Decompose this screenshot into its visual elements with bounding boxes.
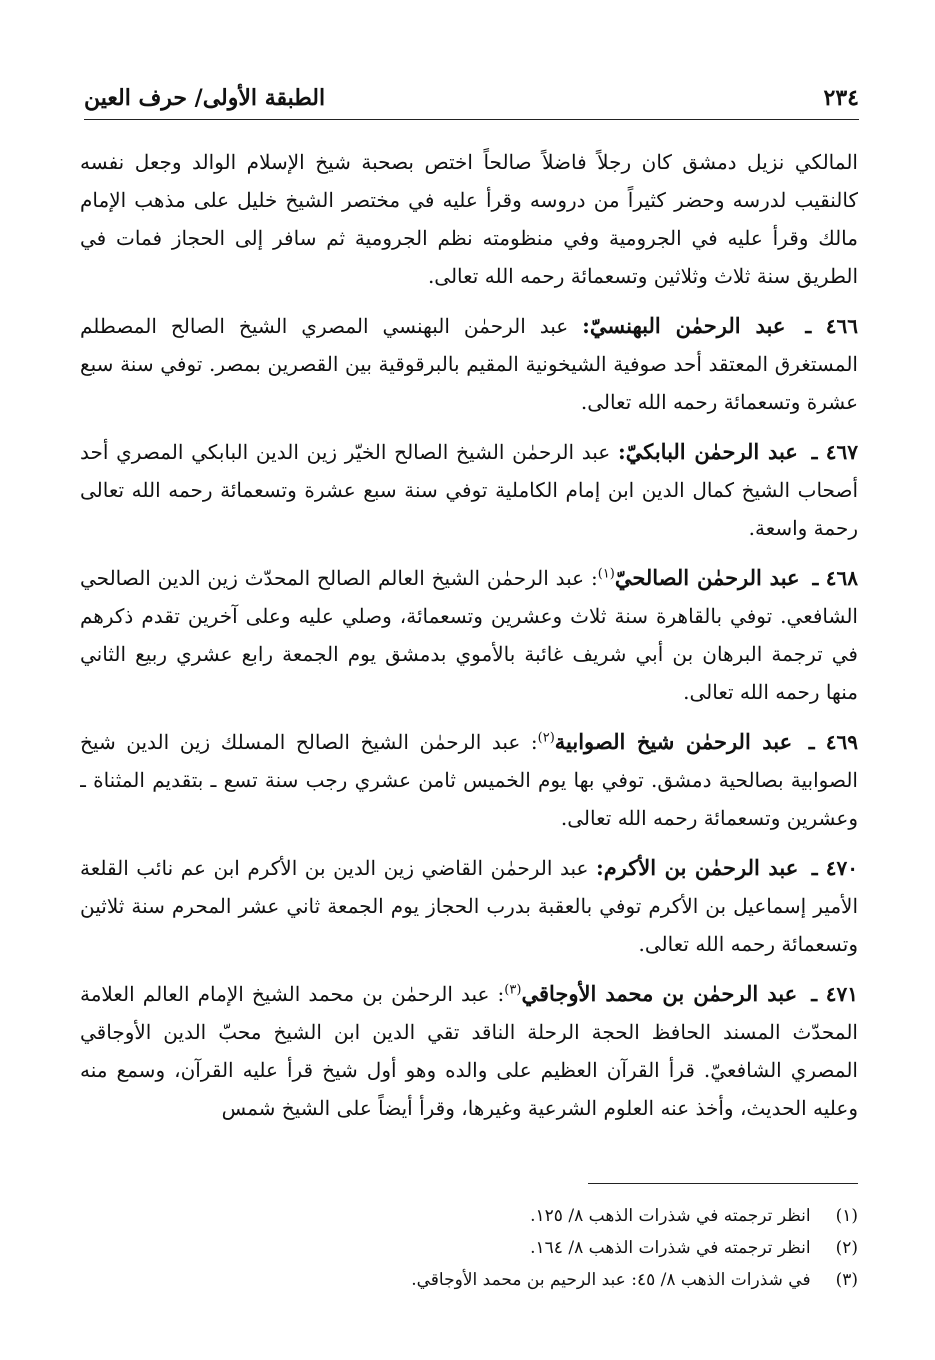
entry-number: ٤٦٦ ـ xyxy=(805,314,858,338)
footnote-3 xyxy=(84,1264,858,1296)
entry-text: : عبد الرحمٰن الشيخ الصالح المسلك زين الدين شيخ الصوابية بصالحية دمشق. توفي بها يوم الخميس ثامن عشري رجب سنة تسع ـ بتقديم المثناة ـ وعشرين وتسعمائة رحمه الله تعالى. xyxy=(80,730,858,830)
entry-number: ٤٦٧ ـ xyxy=(811,440,858,464)
footnote-1 xyxy=(84,1200,858,1232)
entry-468 xyxy=(80,559,858,711)
footnote-number: (٣) xyxy=(835,1270,858,1290)
entry-text: عبد الرحمٰن الشيخ الصالح الخيّر زين الدين البابكي المصري أحد أصحاب الشيخ كمال الدين ابن إمام الكاملية توفي سنة سبع عشرة وتسعمائة رحمه الله تعالى رحمة واسعة. xyxy=(80,440,858,540)
page-header xyxy=(84,84,859,120)
entry-text: عبد الرحمٰن البهنسي المصري الشيخ الصالح المصطلم المستغرق المعتقد أحد صوفية الشيخونية المقيم بالبرقوقية بين القصرين بمصر. توفي سنة سبع عشرة وتسعمائة رحمه الله تعالى. xyxy=(80,314,858,414)
entry-471 xyxy=(80,975,858,1127)
entry-title: عبد الرحمٰن البهنسيّ: xyxy=(582,313,786,338)
footnote-number: (٢) xyxy=(835,1238,858,1258)
header-divider xyxy=(84,119,859,120)
footnotes xyxy=(84,1200,858,1296)
footnote-text: في شذرات الذهب ٨/ ٤٥: عبد الرحيم بن محمد الأوجاقي. xyxy=(411,1270,811,1290)
main-text xyxy=(80,143,858,1183)
entry-466 xyxy=(80,307,858,421)
entry-470 xyxy=(80,849,858,963)
footnote-reference[interactable]: (٣) xyxy=(504,982,522,998)
entry-title: عبد الرحمٰن الصالحيّ xyxy=(614,565,800,590)
footnote-reference[interactable]: (٢) xyxy=(537,730,555,746)
entry-text: : عبد الرحمٰن الشيخ العالم الصالح المحدّث زين الدين الصالحي الشافعي. توفي بالقاهرة سنة ثلاث وعشرين وتسعمائة، وصلي عليه وعلى آخرين تقدم ذكرهم في ترجمة البرهان بن أبي شريف غائبة بالأموي بدمشق يوم الجمعة رابع عشري ربيع الثاني منها رحمه الله تعالى. xyxy=(80,566,858,704)
intro-paragraph: المالكي نزيل دمشق كان رجلاً فاضلاً صالحاً اختص بصحبة شيخ الإسلام الوالد وجعل نفسه كالنقيب لدرسه وحضر كثيراً من دروسه وقرأ عليه في مختصر الشيخ خليل على مذهب الإمام مالك وقرأ عليه في الجرومية وفي منظومته نظم الجرومية ثم سافر إلى الحجاز فمات في الطريق سنة ثلاث وثلاثين وتسعمائة رحمه الله تعالى. xyxy=(80,150,858,288)
entry-number: ٤٧٠ ـ xyxy=(811,856,858,880)
entry-title: عبد الرحمٰن بن محمد الأوجاقي xyxy=(521,981,798,1006)
entry-title: عبد الرحمٰن بن الأكرم: xyxy=(595,855,799,880)
footnote-text: انظر ترجمته في شذرات الذهب ٨/ ١٦٤. xyxy=(530,1238,811,1258)
entry-title: عبد الرحمٰن البابكيّ: xyxy=(617,439,798,464)
page-number: ٢٣٤ xyxy=(823,85,859,111)
footnote-text: انظر ترجمته في شذرات الذهب ٨/ ١٢٥. xyxy=(530,1206,811,1226)
entry-title: عبد الرحمٰن شيخ الصوابية xyxy=(554,729,793,754)
entry-text: عبد الرحمٰن القاضي زين الدين بن الأكرم ابن عم نائب القلعة الأمير إسماعيل بن الأكرم توفي بالعقبة بدرب الحجاز يوم الجمعة ثاني عشر المحرم سنة ثلاثين وتسعمائة رحمه الله تعالى. xyxy=(80,856,858,956)
entry-469 xyxy=(80,723,858,837)
footnote-divider xyxy=(588,1183,858,1184)
entry-number: ٤٦٨ ـ xyxy=(812,566,858,590)
entry-text: : عبد الرحمٰن بن محمد الشيخ الإمام العالم العلامة المحدّث المسند الحافظ الحجة الرحلة الناقد تقي الدين ابن الشيخ محبّ الدين الأوجاقي المصري الشافعيّ. قرأ القرآن العظيم على والده وهو أول شيخ قرأ عليه القرآن، وسمع منه وعليه الحديث، وأخذ عنه العلوم الشرعية وغيرها، وقرأ أيضاً على الشيخ شمس xyxy=(80,982,858,1120)
running-title: الطبقة الأولى/ حرف العين xyxy=(84,85,326,111)
entry-467 xyxy=(80,433,858,547)
footnote-2 xyxy=(84,1232,858,1264)
footnote-number: (١) xyxy=(835,1206,858,1226)
entry-number: ٤٦٩ ـ xyxy=(808,730,858,754)
entry-number: ٤٧١ ـ xyxy=(811,982,858,1006)
footnote-reference[interactable]: (١) xyxy=(597,566,615,582)
